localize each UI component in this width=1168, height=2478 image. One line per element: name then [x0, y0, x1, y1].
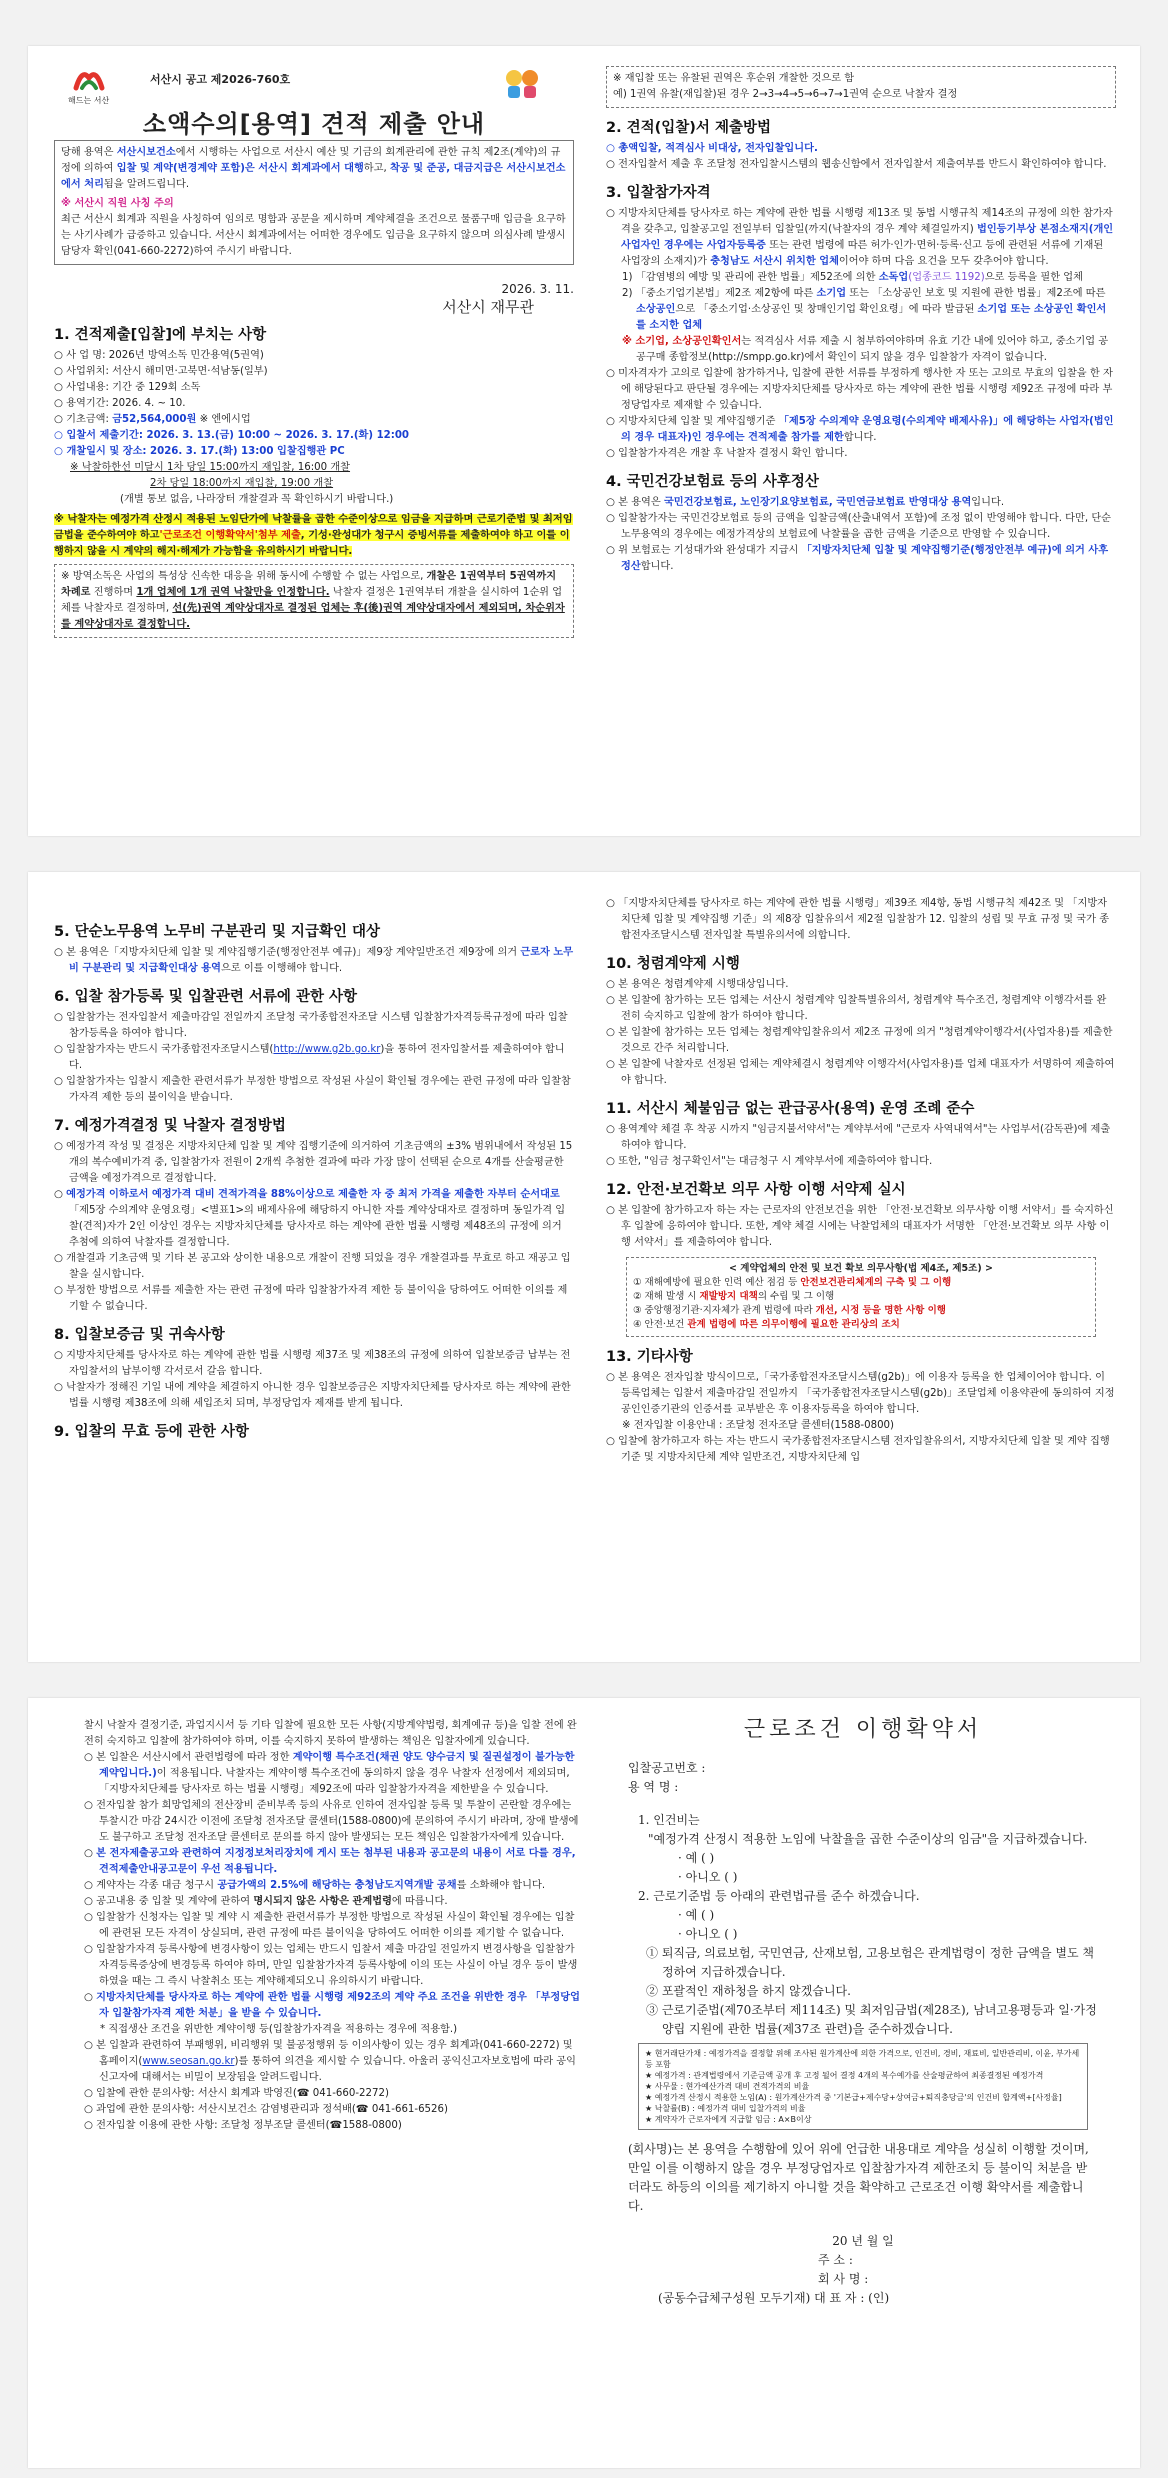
s12-item-1: ○ 본 입찰에 참가하고자 하는 자는 근로자의 안전보건을 위한 「안전·보건확보 의무사항 이행 서약서」를 숙지하신 후 입찰에 응하여야 합니다. 또한, 계약 체결 시에는 낙찰업체의 대표자가 서명한 「안전·보건확보 의무 사항 이행 서약서」를 제출하여야 합니다.	[606, 1205, 1114, 1248]
section-8-title: 8. 입찰보증금 및 귀속사항	[54, 1327, 225, 1343]
s4-item-2: ○ 입찰참가자는 국민건강보험료 등의 금액을 입찰금액(산출내역서 포함)에 조정 없이 반영해야 합니다. 다만, 단순노무용역의 경우에는 예정가격상의 보험료에 낙찰률을 곱한 금액을 기준으로 반영할 수 있습니다.	[606, 513, 1112, 540]
s3-item-1: ○ 지방자치단체를 당사자로 하는 계약에 관한 법률 시행령 제13조 및 동법 시행규칙 제14조의 규정에 의한 참가자격을 갖추고, 입찰공고일 전일부터 입찰일(까지(낙찰자의 경우 계약 체결일까지) 법인등기부상 본점소재지(개인사업자인 경우에는 사업자등록증 또는 관련 법령에 따른 허가·인가·면허·등록·신고 등에 관련된 서류에 기재된 사업장의 소재지)가 충청남도 서산시 위치한 업체이어야 하며 다음 요건을 모두 갖추어야 합니다.	[606, 208, 1114, 267]
s1-note-3: (개별 통보 없음, 나라장터 개찰결과 꼭 확인하시기 바랍니다.)	[120, 494, 394, 505]
s3-req-3: ※ 소기업, 소상공인확인서는 적격심사 서류 제출 시 첨부하여야하며 유효 기간 내에 있어야 하고, 중소기업 공공구매 종합정보(http://smpp.go.kr)에서 확인이 되지 않을 경우 입찰참가 자격이 없습니다.	[622, 336, 1109, 363]
s9-item-1: ○ 「지방자치단체를 당사자로 하는 계약에 관한 법률 시행령」제39조 제4항, 동법 시행규칙 제42조 및 「지방자치단체 입찰 및 계약집행 기준」의 제8장 입찰유의서 제2절 입찰참가 12. 입찰의 성립 및 무효 규정 및 국가 종합전자조달시스템 전자입찰 특별유의서에 의합니다.	[606, 898, 1110, 941]
page3-left-column	[84, 1718, 584, 2134]
s5-item-1: ○ 본 용역은「지방자치단체 입찰 및 계약집행기준(행정안전부 예규)」제9장 계약일반조건 제9장에 의거 근로자 노무비 구분관리 및 지급확인대상 용역으로 이를 이행해야 합니다.	[54, 947, 574, 974]
notice-date: 2026. 3. 11.	[501, 282, 574, 296]
s1-item-5: ○ 기초금액: 금52,564,000원 ※ 엔에시업	[54, 414, 251, 425]
warning-body: 최근 서산시 회계과 직원을 사칭하여 임의로 명함과 공문을 제시하며 계약체결을 조건으로 물품구매 입금을 요구하는 사기사례가 급증하고 있습니다. 서산시 회계과에서는 어떠한 경우에도 입금을 요구하지 않으며 의심사례 발생시 담당자 확인(041-660-2272)하여 주시기 바랍니다.	[61, 214, 566, 257]
safety-duty-1: ① 재해예방에 필요한 인력 예산 점검 등 안전보건관리체계의 구축 및 그 이행	[633, 1277, 952, 1288]
pledge-q1: 1. 인건비는	[638, 1813, 700, 1827]
notice-header	[54, 66, 574, 106]
s6-item-1: ○ 입찰참가는 전자입찰서 제출마감일 전일까지 조달청 국가종합전자조달 시스템 입찰참가자격등록규정에 따라 입찰참가등록을 하여야 합니다.	[54, 1012, 568, 1039]
safety-duty-3: ③ 중앙행정기관·지자체가 관계 법령에 따라 개선, 시정 등을 명한 사항 이행	[633, 1305, 946, 1316]
section-4-title: 4. 국민건강보험료 등의 사후정산	[606, 474, 819, 490]
section-7-title: 7. 예정가격결정 및 낙찰자 결정방법	[54, 1118, 286, 1134]
page2-right-column	[606, 896, 1116, 1466]
s3-req-2: 2) 「중소기업기본법」제2조 제2항에 따른 소기업 또는 「소상공인 보호 및 지원에 관한 법률」제2조에 따른 소상공인으로 「중소기업·소상공인 및 창매인기업 확인요령」에 따라 발급된 소기업 또는 소상공인 확인서를 소지한 업체	[622, 288, 1107, 331]
safety-duty-box	[626, 1257, 1096, 1337]
s7-item-3: ○ 개찰결과 기초금액 및 기타 본 공고와 상이한 내용으로 개찰이 진행 되었을 경우 개찰결과를 무효로 하고 재공고 입찰을 실시합니다.	[54, 1253, 571, 1280]
pledge-title: 근로조건 이행확약서	[743, 1717, 983, 1742]
p3-contact-2: ○ 과업에 관한 문의사항: 서산시보건소 감염병관리과 정석배(☎ 041-661-6526)	[84, 2104, 448, 2115]
p3-item-8-note: * 직접생산 조건을 위반한 계약이행 등(입찰참가자격을 적용하는 경우에 적용함.)	[100, 2024, 458, 2035]
s1-item-3: ○ 사업내용: 기간 중 129회 소독	[54, 382, 201, 393]
pledge-closing: (회사명)는 본 용역을 수행함에 있어 위에 언급한 내용대로 계약을 성실히 이행할 것이며, 만일 이를 이행하지 않을 경우 부정당업자로 입찰참가자격 제한조치 등 불이익 처분을 받더라도 하등의 이의를 제기하지 아니할 것을 확약하고 근로조건 이행 확약서를 제출합니다.	[628, 2142, 1089, 2213]
s1-dashed-box: ※ 방역소독은 사업의 특성상 신속한 대응을 위해 동시에 수행할 수 없는 사업으로, 개찰은 1권역부터 5권역까지 차례로 진행하며 1개 업체에 1개 권역 낙찰만을 인정합니다. 낙찰자 결정은 1권역부터 개찰을 실시하여 1순위 업체를 낙찰자로 결정하며, 선(先)권역 계약상대자로 결정된 업체는 후(後)권역 계약상대자에서 제외되며, 차순위자를 계약상대자로 결정합니다.	[54, 564, 574, 638]
rebid-note-1: ※ 재입찰 또는 유찰된 권역은 후순위 개찰한 것으로 함	[613, 73, 855, 84]
pledge-condition-2: ② 포괄적인 재하청을 하지 않겠습니다.	[646, 1984, 851, 1998]
s10-item-2: ○ 본 입찰에 참가하는 모든 업체는 서산시 청렴계약 입찰특별유의서, 청렴계약 특수조건, 청렴계약 이행각서를 완전히 숙지하고 입찰에 참가 하여야 합니다.	[606, 995, 1107, 1022]
section-6-title: 6. 입찰 참가등록 및 입찰관련 서류에 관한 사항	[54, 989, 358, 1005]
s10-item-1: ○ 본 용역은 청렴계약제 시행대상입니다.	[606, 979, 789, 990]
section-10-title: 10. 청렴계약제 시행	[606, 956, 740, 972]
pledge-condition-1: ① 퇴직금, 의료보험, 국민연금, 산재보험, 고용보험은 관계법령이 정한 금액을 별도 책정하여 지급하겠습니다.	[646, 1946, 1094, 1979]
intro-part-d: 됨을 알려드립니다.	[103, 179, 190, 190]
pledge-q1-no[interactable]: · 아니오 ( )	[678, 1870, 738, 1884]
intro-highlight-a: 서산시보건소	[116, 147, 176, 158]
safety-box-title: < 계약업체의 안전 및 보건 확보 의무사항(법 제4조, 제5조) >	[729, 1263, 993, 1274]
s6-item-3: ○ 입찰참가자는 입찰시 제출한 관련서류가 부정한 방법으로 작성된 사실이 확인될 경우에는 관련 규정에 따라 입찰참가자격 제한 등의 불이익을 받습니다.	[54, 1076, 571, 1103]
pledge-footnote-4: ★ 예정가격 산정시 적용한 노임(A) : 원가계산가격 중 '기본급+제수당+상여금+퇴직충당금'의 인건비 합계액+[사정율]	[645, 2093, 1062, 2102]
p3-contact-1: ○ 입찰에 관한 문의사항: 서산시 회계과 박영진(☎ 041-660-2272)	[84, 2088, 389, 2099]
p3-item-1: ○ 본 입찰은 서산시에서 관련법령에 따라 정한 계약이행 특수조건(채권 양도 양수금지 및 질권설정이 불가능한 계약입니다.)이 적용됩니다. 낙찰자는 계약이행 특수조건에 동의하지 않을 경우 낙찰자 선정에서 제외되며,「지방자치단체를 당사자로 하는 법률 시행령」제92조에 따라 입찰참가자격을 제한받을 수 있습니다.	[84, 1752, 575, 1795]
issuer: 서산시 재무관	[442, 298, 534, 316]
p3-contact-3: ○ 전자입찰 이용에 관한 사항: 조달청 정부조달 콜센터(☎1588-0800)	[84, 2120, 402, 2131]
pledge-footnote-5: ★ 낙찰률(B) : 예정가격 대비 입찰가격의 비율	[645, 2104, 806, 2113]
pledge-q2: 2. 근로기준법 등 아래의 관련법규를 준수 하겠습니다.	[638, 1889, 920, 1903]
section-12-title: 12. 안전·보건확보 의무 사항 이행 서약제 실시	[606, 1182, 906, 1198]
s1-note-2: 2차 당일 18:00까지 재입찰, 19:00 개찰	[150, 478, 334, 489]
intro-box	[54, 140, 574, 265]
org-mark-text: 해드는 서산	[68, 96, 110, 105]
pledge-condition-3: ③ 근로기준법(제70조부터 제114조) 및 최저임금법(제28조), 남녀고용평등과 일·가정 양립 지원에 관한 법률(제37조 관련)을 준수하겠습니다.	[646, 2003, 1097, 2036]
pledge-footnote-6: ★ 계약자가 근로자에게 지급할 임금 : A×B이상	[645, 2115, 812, 2124]
s6-item-2: ○ 입찰참가자는 반드시 국가종합전자조달시스템(http://www.g2b.go.kr)을 통하여 전자입찰서를 제출하여야 합니다.	[54, 1044, 565, 1071]
section-13-title: 13. 기타사항	[606, 1349, 693, 1365]
pledge-q1-text: "예정가격 산정시 적용한 노임에 낙찰율을 곱한 수준이상의 임금"을 지급하겠습니다.	[648, 1832, 1088, 1846]
s1-item-7: ○ 개찰일시 및 장소: 2026. 3. 17.(화) 13:00 입찰집행관 PC	[54, 446, 345, 457]
rebid-note-box	[606, 66, 1116, 108]
s1-item-1: ○ 사 업 명: 2026년 방역소독 민간용역(5권역)	[54, 350, 264, 361]
pledge-q2-yes[interactable]: · 예 ( )	[678, 1908, 715, 1922]
s13-item-3: ○ 입찰에 참가하고자 하는 자는 반드시 국가종합전자조달시스템 전자입찰유의서, 지방자치단체 입찰 및 계약 집행기준 및 지방자치단체 계약 일반조건, 지방자치단체 입	[606, 1436, 1110, 1463]
s4-item-3: ○ 위 보험료는 기성대가와 완성대가 지급시 「지방자치단체 입찰 및 계약집행기준(행정안전부 예규)에 의거 사후정산합니다.	[606, 545, 1109, 572]
s1-note-1: ※ 낙찰하한선 미달시 1차 당일 15:00까지 재입찰, 16:00 개찰	[70, 462, 351, 473]
s7-item-2: ○ 예정가격 이하로서 예정가격 대비 견적가격을 88%이상으로 제출한 자 중 최저 가격을 제출한 자부터 순서대로 「제5장 수의계약 운영요령」<별표1>의 배제사유에 해당하지 아니한 자를 계약상대자로 결정하며 동일가격 입찰(견적)자가 2인 이상인 경우는 지방자치단체를 당사자로 하는 계약에 관한 법률 시행령 제48조의 규정에 의거 추첨에 의하여 낙찰자를 결정합니다.	[54, 1189, 566, 1248]
section-1-title: 1. 견적제출[입찰]에 부치는 사항	[54, 327, 267, 343]
section-5-title: 5. 단순노무용역 노무비 구분관리 및 지급확인 대상	[54, 924, 381, 940]
s11-item-1: ○ 용역계약 체결 후 착공 시까지 "임금지불서약서"는 계약부서에 "근로자 사역내역서"는 사업부서(감독관)에 제출하여야 합니다.	[606, 1124, 1111, 1151]
p3-item-2: ○ 전자입찰 참가 희망업체의 전산장비 준비부족 등의 사유로 인하여 전자입찰 등록 및 투찰이 곤란할 경우에는 투찰시간 마감 24시간 이전에 조달청 전자조달 콜센터(1588-0800)에 문의하여 주시기 바라며, 장애 발생에도 불구하고 조달청 전자조달 콜센터로 문의를 하지 않아 발생되는 모든 책임은 입찰참가자에게 있습니다.	[84, 1800, 579, 1843]
g2b-link[interactable]: http://www.g2b.go.kr	[273, 1044, 381, 1055]
notice-number: 서산시 공고 제2026-760호	[150, 73, 291, 86]
s3-item-2: ○ 미자격자가 고의로 입찰에 참가하거나, 입찰에 관한 서류를 부정하게 행사한 자 또는 고의로 무효의 입찰을 한 자에 해당된다고 판단될 경우에는 지방자치단체를 당사자로 하는 계약에 관한 법률 시행령 제92조 규정에 따라 부정당업자로 제재할 수 있습니다.	[606, 368, 1113, 411]
intro-text	[61, 145, 567, 193]
s3-req-1: 1) 「감염병의 예방 및 관리에 관한 법률」제52조에 의한 소독업(업종코드 1192)으로 등록을 필한 업체	[622, 272, 1083, 283]
page1-right-column	[606, 62, 1116, 575]
pledge-company-field: 회 사 명 :	[818, 2272, 869, 2286]
page1-left-column	[54, 66, 574, 642]
page-2	[28, 872, 1140, 1662]
section-2-title: 2. 견적(입찰)서 제출방법	[606, 120, 772, 136]
intro-part-c: 하고,	[363, 163, 390, 174]
safety-duty-4: ④ 안전·보건 관계 법령에 따른 의무이행에 필요한 관리상의 조치	[633, 1319, 900, 1330]
pledge-q2-no[interactable]: · 아니오 ( )	[678, 1927, 738, 1941]
section-9-title: 9. 입찰의 무효 등에 관한 사항	[54, 1424, 249, 1440]
pledge-q1-yes[interactable]: · 예 ( )	[678, 1851, 715, 1865]
s4-item-1: ○ 본 용역은 국민건강보험료, 노인장기요양보험료, 국민연금보험료 반영대상 용역입니다.	[606, 497, 1005, 508]
page-title: 소액수의[용역] 견적 제출 안내	[142, 110, 486, 138]
s10-item-4: ○ 본 입찰에 낙찰자로 선정된 업체는 계약체결시 청렴계약 이행각서(사업자용)를 업체 대표자가 서명하여 제출하여야 합니다.	[606, 1059, 1115, 1086]
intro-highlight-c: 착공 및 준공, 대금지급은 서산시보건소에서 처리	[61, 163, 566, 190]
pledge-footnote-1: ★ 현거래단가채 : 예정가격을 결정할 위해 조사된 원가계산에 의한 가격으로, 인건비, 경비, 재료비, 일반관리비, 이윤, 부가세 등 포함	[645, 2049, 1080, 2069]
safety-duty-2: ② 재해 발생 시 재발방지 대책의 수립 및 그 이행	[633, 1291, 835, 1302]
s2-item-1: ○ 총액입찰, 적격심사 비대상, 전자입찰입니다.	[606, 143, 818, 154]
pledge-date-line: 20 년 월 일	[832, 2234, 894, 2248]
s13-item-2: ※ 전자입찰 이용안내 : 조달청 전자조달 콜센터(1588-0800)	[622, 1420, 895, 1431]
p3-item-4: ○ 계약자는 각종 대금 청구시 공급가액의 2.5%에 해당하는 충청남도지역개발 공채를 소화해야 합니다.	[84, 1880, 546, 1891]
s7-item-1: ○ 예정가격 작성 및 결정은 지방자치단체 입찰 및 계약 집행기준에 의거하여 기초금액의 ±3% 범위내에서 작성된 15개의 복수예비가격 중, 입찰참가자 전원이 2개씩 추첨한 결과에 따라 가장 많이 선택된 순으로 4개를 산술평균한 금액을 예정가격으로 결정합니다.	[54, 1141, 573, 1184]
p3-item-6: ○ 입찰참가 신청자는 입찰 및 계약 시 제출한 관련서류가 부정한 방법으로 작성된 사실이 확인될 경우에는 입찰에 관련된 모든 자격이 상실되며, 관련 규정에 따른 불이익을 당하여도 어떠한 이의를 제기할 수 없습니다.	[84, 1912, 575, 1939]
s2-item-2: ○ 전자입찰서 제출 후 조달청 전자입찰시스템의 웹송신함에서 전자입찰서 제출여부를 반드시 확인하여야 합니다.	[606, 159, 1107, 170]
mascot-icon	[502, 66, 542, 108]
warning-heading: ※ 서산시 직원 사칭 주의	[61, 198, 174, 209]
page-3	[28, 1698, 1140, 2468]
s8-item-2: ○ 낙찰자가 정해진 기일 내에 계약을 체결하지 아니한 경우 입찰보증금은 지방자치단체를 당사자로 하는 계약에 관한 법률 시행령 제38조에 의해 세입조치 되며, 부정당업자 제재를 받게 됩니다.	[54, 1382, 571, 1409]
p3-item-5: ○ 공고내용 중 입찰 및 계약에 관하여 명시되지 않은 사항은 관계법령에 따릅니다.	[84, 1896, 448, 1907]
rebid-note-2: 예) 1권역 유찰(재입찰)된 경우 2→3→4→5→6→7→1권역 순으로 낙찰자 결정	[613, 89, 958, 100]
s10-item-3: ○ 본 입찰에 참가하는 모든 업체는 청렴계약입찰유의서 제2조 규정에 의거 "청렴계약이행각서(사업자용)를 제출한 것으로 간주 처리합니다.	[606, 1027, 1113, 1054]
s8-item-1: ○ 지방자치단체를 당사자로 하는 계약에 관한 법률 시행령 제37조 및 제38조의 규정에 의하여 입찰보증금 납부는 전자입찰서의 납부이행 각서로서 갈음 합니다.	[54, 1350, 571, 1377]
section-11-title: 11. 서산시 체불임금 없는 관급공사(용역) 운영 조례 준수	[606, 1101, 975, 1117]
s1-item-6: ○ 입찰서 제출기간: 2026. 3. 13.(금) 10:00 ~ 2026. 3. 17.(화) 12:00	[54, 430, 410, 441]
s3-item-3: ○ 지방자치단체 입찰 및 계약집행기준 「제5장 수의계약 운영요령(수의계약 배제사유)」에 해당하는 사업자(법인의 경우 대표자)인 경우에는 견적제출 참가를 제한합니다.	[606, 416, 1114, 443]
s1-highlight-note: ※ 낙찰자는 예정가격 산정시 적용된 노임단가에 낙찰률을 곱한 수준이상으로 임금을 지급하며 근로기준법 및 최저임금법을 준수하여야 하고'근로조건 이행확약서'첨부 제출, 기성·완성대가 청구시 증빙서류를 제출하여야 하고 이를 이행하지 않을 시 계약의 해지·해제가 가능함을 유의하시기 바랍니다.	[54, 514, 573, 557]
section-3-title: 3. 입찰참가자격	[606, 185, 711, 201]
p3-item-7: ○ 입찰참가자격 등록사항에 변경사항이 있는 업체는 반드시 입찰서 제출 마감일 전일까지 변경사항을 입찰참가자격등록증상에 변경등록 하여야 하며, 만일 입찰참가자격 등록사항에 이의 또는 사실이 아닐 경우 등이 발생하였을 때는 그 즉시 낙찰취소 또는 계약해제되오니 유의하시기 바랍니다.	[84, 1944, 578, 1987]
s3-item-4: ○ 입찰참가자격은 개찰 후 낙찰자 결정시 확인 합니다.	[606, 448, 848, 459]
p3-continued-text: 찰시 낙찰자 결정기준, 과업지시서 등 기타 입찰에 필요한 모든 사항(지방계약법령, 회계예규 등)을 입찰 전에 완전히 숙지하고 입찰에 참가하여야 하며, 이를 숙지하지 못하여 발생하는 책임은 입찰자에게 있습니다.	[84, 1720, 577, 1747]
s11-item-2: ○ 또한, "임금 청구확인서"는 대금청구 시 계약부서에 제출하여야 합니다.	[606, 1156, 933, 1167]
pledge-footnotes	[638, 2043, 1088, 2130]
s1-item-4: ○ 용역기간: 2026. 4. ~ 10.	[54, 398, 186, 409]
pledge-footnote-2: ★ 예정가격 : 관계법령에서 기준금액 공개 후 고정 될어 결정 4개의 복수예가를 산술평균하여 최종결정된 예정가격	[645, 2071, 1044, 2080]
page-1	[28, 46, 1140, 836]
p3-item-9: ○ 본 입찰과 관련하여 부패행위, 비리행위 및 불공정행위 등 이의사항이 있는 경우 회계과(041-660-2272) 및 홈페이지(www.seosan.go.kr)를 통하여 의견을 제시할 수 있습니다. 아울러 공익신고자보호법에 따라 공익신고자에 대해서는 비밀이 보장됨을 알려드립니다.	[84, 2040, 576, 2083]
seosan-homepage-link[interactable]: www.seosan.go.kr	[142, 2056, 235, 2067]
p3-item-3: ○ 본 전자제출공고와 관련하여 지정정보처리장치에 게시 또는 첨부된 내용과 공고문의 내용이 서로 다를 경우, 견적제출안내공고문이 우선 적용됩니다.	[84, 1848, 576, 1875]
s7-item-4: ○ 부정한 방법으로 서류를 제출한 자는 관련 규정에 따라 입찰참가자격 제한 등 불이익을 당하여도 어떠한 이의를 제기할 수 없습니다.	[54, 1285, 568, 1312]
intro-part-b: 에서 시행하는 사업으로 서산시 예산 및 기금의 회계관리에 관한 규칙 제2조(계약)의 규정에 의하여	[61, 147, 561, 174]
pledge-footnote-3: ★ 사무물 : 현가예산가격 대비 견적가격의 비율	[645, 2082, 810, 2091]
page2-left-column	[54, 912, 574, 1445]
pledge-form	[628, 1717, 1098, 2308]
s13-item-1: ○ 본 용역은 전자입찰 방식이므로,「국가종합전자조달시스템(g2b)」에 이용자 등록을 한 업체이어야 합니다. 이 등록업체는 입찰서 제출마감일 전일까지 「국가종합전자조달시스템(g2b)」조달업체 이용약관에 동의하여 지정공인인증기관의 인증서를 교부받은 후 이용자등록을 하여야 합니다.	[606, 1372, 1115, 1415]
pledge-notice-no-field: 입찰공고번호 :	[628, 1761, 706, 1775]
s1-item-2: ○ 사업위치: 서산시 해미면·고북면·석남동(일부)	[54, 366, 268, 377]
intro-highlight-b: 입찰 및 계약(변경계약 포함)은 서산시 회계과에서 대행	[116, 163, 364, 174]
pledge-representative-field: (공동수급체구성원 모두기재) 대 표 자 : (인)	[658, 2291, 890, 2305]
p3-item-8: ○ 지방자치단체를 당사자로 하는 계약에 관한 법률 시행령 제92조의 계약 주요 조건을 위반한 경우 「부정당업자 입찰참가자격 제한 처분」을 받을 수 있습니다.	[84, 1992, 580, 2019]
pledge-service-name-field: 용 역 명 :	[628, 1780, 679, 1794]
intro-part-a: 당해 용역은	[61, 147, 117, 158]
pledge-address-field: 주 소 :	[818, 2253, 853, 2267]
